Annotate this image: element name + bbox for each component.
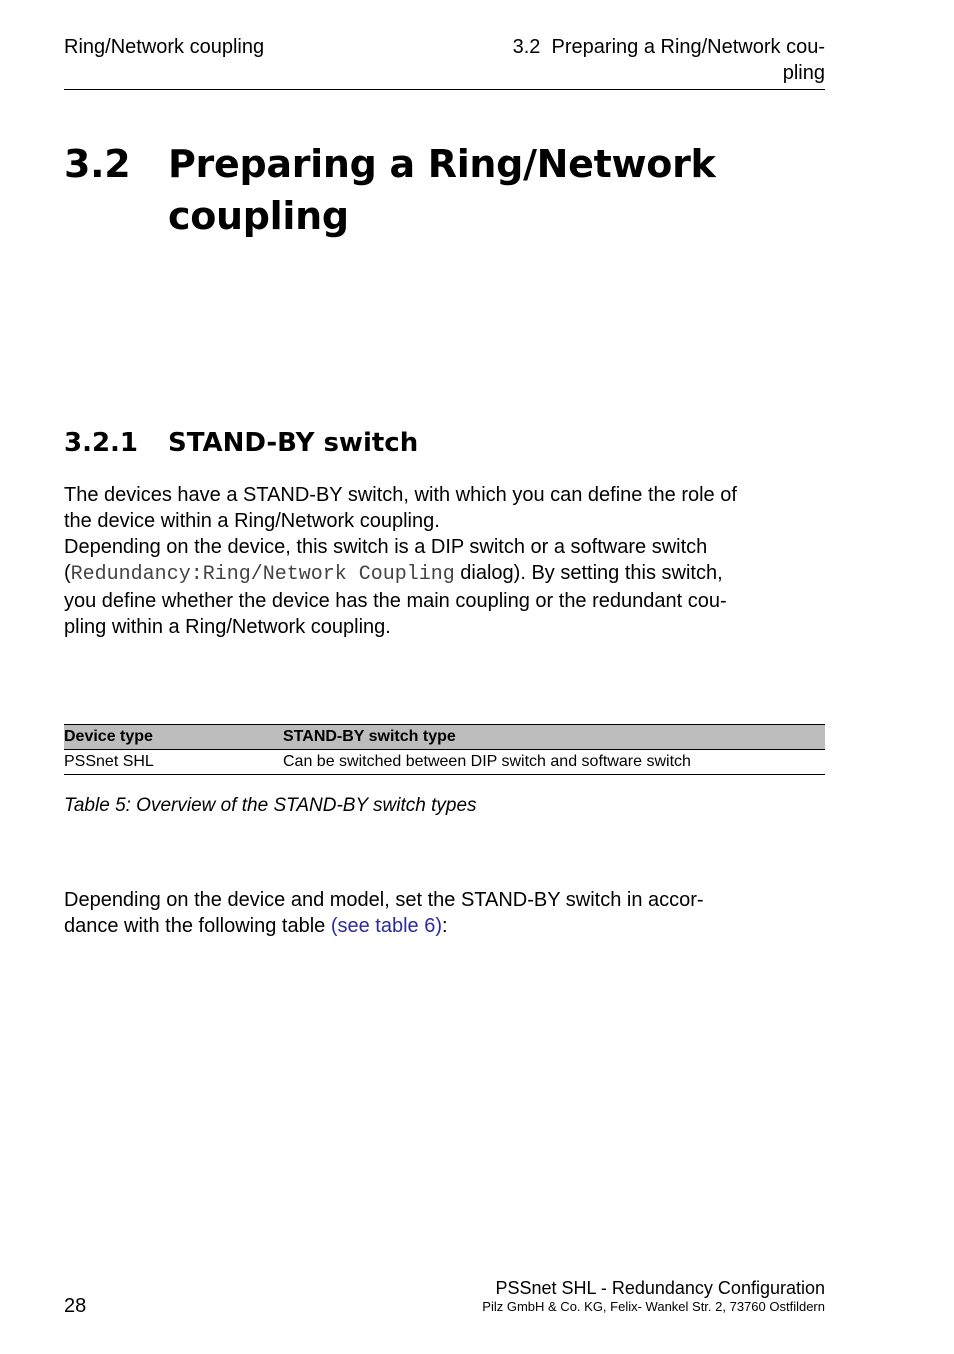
table-cell-switch-type: Can be switched between DIP switch and software switch bbox=[283, 750, 825, 775]
setting-line-colon: : bbox=[442, 915, 448, 937]
running-header-right-line2: pling bbox=[782, 62, 825, 84]
intro-line: Depending on the device, this switch is a DIP switch or a software switch bbox=[64, 536, 708, 558]
setting-line: Depending on the device and model, set the STAND-BY switch in accor- bbox=[64, 889, 704, 911]
intro-line-rest: dialog). By setting this switch, bbox=[454, 562, 723, 584]
subsection-number: 3.2.1 bbox=[64, 428, 139, 458]
setting-line-with-link bbox=[64, 913, 825, 939]
running-header-right-line1: 3.2 Preparing a Ring/Network cou- bbox=[512, 36, 825, 58]
running-header-right bbox=[440, 34, 825, 86]
table-6-link[interactable]: (see table 6) bbox=[330, 915, 443, 937]
setting-line-text: dance with the following table bbox=[64, 915, 331, 937]
intro-line: you define whether the device has the main coupling or the redundant cou- bbox=[64, 590, 727, 612]
intro-line: pling within a Ring/Network coupling. bbox=[64, 616, 391, 638]
column-header-device-type: Device type bbox=[64, 725, 283, 750]
table-row bbox=[64, 750, 825, 775]
intro-paragraph bbox=[64, 482, 825, 640]
header-divider bbox=[64, 89, 825, 90]
table-cell-device: PSSnet SHL bbox=[64, 750, 283, 775]
table-caption: Table 5: Overview of the STAND-BY switch types bbox=[64, 795, 477, 816]
open-paren: ( bbox=[64, 562, 71, 584]
section-title bbox=[168, 138, 808, 242]
setting-paragraph bbox=[64, 887, 825, 939]
running-header-left: Ring/Network coupling bbox=[64, 36, 265, 58]
section-title-line2: coupling bbox=[168, 194, 349, 238]
footer-address: Pilz GmbH & Co. KG, Felix- Wankel Str. 2, 73760 Ostfildern bbox=[482, 1299, 825, 1314]
section-number: 3.2 bbox=[64, 142, 131, 186]
section-title-line1: Preparing a Ring/Network bbox=[168, 142, 716, 186]
intro-line: The devices have a STAND-BY switch, with which you can define the role of bbox=[64, 484, 737, 506]
table-header-row bbox=[64, 725, 825, 750]
intro-line: the device within a Ring/Network coupling. bbox=[64, 510, 440, 532]
page-number: 28 bbox=[64, 1295, 87, 1317]
subsection-title: STAND-BY switch bbox=[168, 428, 419, 458]
footer-document-title: PSSnet SHL - Redundancy Configuration bbox=[495, 1278, 825, 1298]
standby-switch-table bbox=[64, 724, 825, 775]
intro-line-with-code bbox=[64, 560, 825, 588]
dialog-path-code: Redundancy:Ring/Network Coupling bbox=[70, 563, 455, 586]
column-header-switch-type: STAND-BY switch type bbox=[283, 725, 825, 750]
